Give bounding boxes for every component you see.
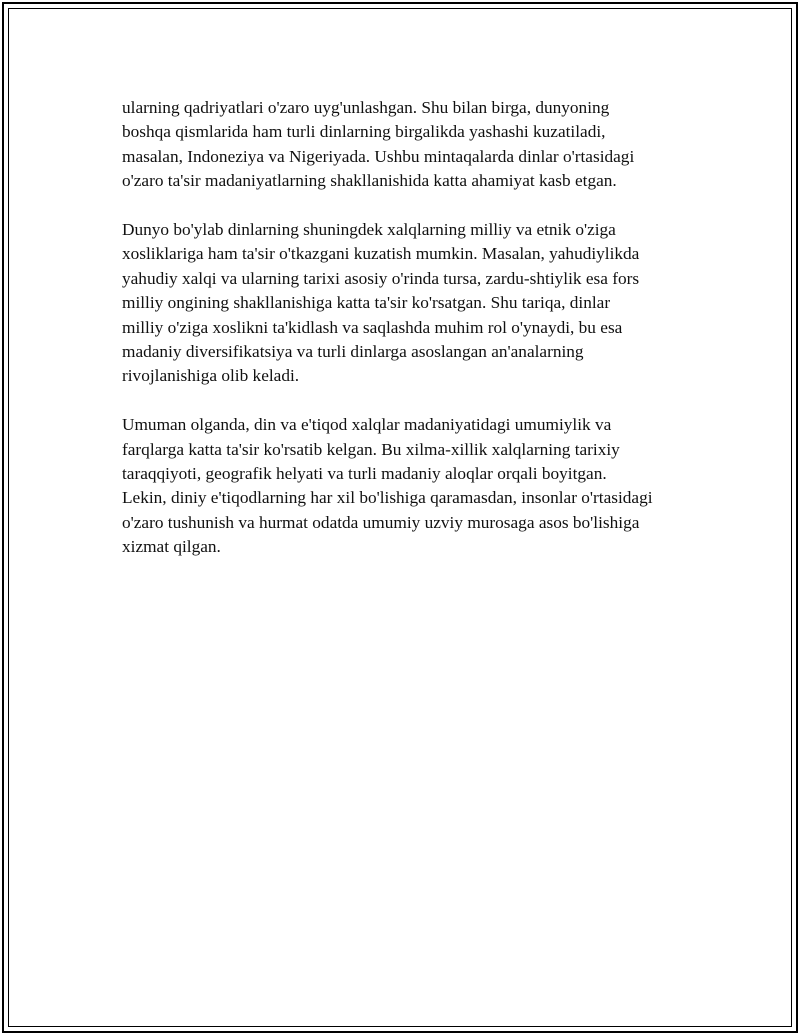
text-line: Umuman olganda, din va e'tiqod xalqlar madaniyatidagi umumiylik va: [122, 415, 612, 435]
text-line: milliy ongining shakllanishiga katta ta'sir ko'rsatgan. Shu tariqa, dinlar: [122, 293, 611, 313]
text-line: ularning qadriyatlari o'zaro uyg'unlashgan. Shu bilan birga, dunyoning: [122, 98, 610, 117]
text-line: boshqa qismlarida ham turli dinlarning birgalikda yashashi kuzatiladi,: [122, 122, 606, 142]
text-line: Dunyo bo'ylab dinlarning shuningdek xalqlarning milliy va etnik o'ziga: [122, 220, 616, 240]
text-line: masalan, Indoneziya va Nigeriyada. Ushbu mintaqalarda dinlar o'rtasidagi: [122, 146, 635, 166]
document-body: [122, 96, 722, 584]
paragraph-3: [122, 413, 722, 559]
page-frame: [2, 2, 798, 1033]
text-line: Lekin, diniy e'tiqodlarning har xil bo'lishiga qaramasdan, insonlar o'rtasidagi: [122, 488, 653, 508]
text-line: rivojlanishiga olib keladi.: [122, 366, 300, 386]
text-line: farqlarga katta ta'sir ko'rsatib kelgan. Bu xilma-xillik xalqlarning tarixiy: [122, 439, 620, 459]
text-line: milliy o'ziga xoslikni ta'kidlash va saqlashda muhim rol o'ynaydi, bu esa: [122, 317, 623, 337]
text-line: xosliklariga ham ta'sir o'tkazgani kuzatish mumkin. Masalan, yahudiylikda: [122, 244, 640, 264]
text-line: o'zaro ta'sir madaniyatlarning shakllanishida katta ahamiyat kasb etgan.: [122, 171, 617, 191]
paragraph-2: [122, 218, 722, 389]
text-line: yahudiy xalqi va ularning tarixi asosiy o'rinda tursa, zardu-shtiylik esa fors: [122, 268, 640, 288]
text-line: taraqqiyoti, geografik helyati va turli madaniy aloqlar orqali boyitgan.: [122, 464, 607, 484]
text-line: madaniy diversifikatsiya va turli dinlarga asoslangan an'analarning: [122, 342, 584, 362]
text-line: o'zaro tushunish va hurmat odatda umumiy uzviy murosaga asos bo'lishiga: [122, 512, 640, 532]
paragraph-1: [122, 96, 722, 194]
text-line: xizmat qilgan.: [122, 537, 221, 557]
